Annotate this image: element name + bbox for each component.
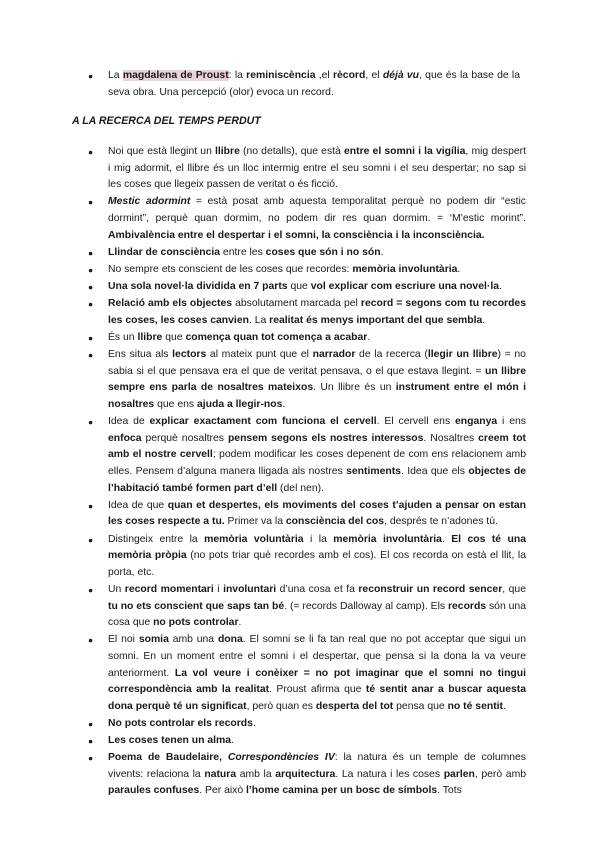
list-item	[108, 582, 526, 632]
text-run: Relació amb els objectes	[108, 298, 233, 310]
text-run: records	[447, 600, 487, 612]
list-item	[108, 194, 526, 244]
text-run: amb una	[168, 634, 218, 646]
text-run: consciència del cos	[285, 516, 385, 528]
text-run: .	[503, 700, 506, 712]
text-run: de la recerca (	[355, 349, 428, 361]
text-run: llibre	[215, 146, 240, 157]
text-run: instrument entre el món i nosaltres	[108, 382, 526, 411]
text-run: perquè nosaltres	[141, 432, 228, 444]
text-run: El noi	[108, 634, 139, 646]
text-run: .	[498, 281, 502, 293]
text-run: coses que són i no són	[265, 246, 381, 258]
text-run: .	[252, 717, 256, 729]
text-run: tu no ets conscient que saps tan bé	[108, 600, 285, 612]
text-run: quan et despertes, els moviments del coses t’ajuden a pensar on estan les coses respecte a tu.	[108, 499, 526, 528]
text-run: , el	[365, 70, 383, 81]
text-run: que	[287, 281, 311, 293]
text-run: .	[238, 617, 242, 629]
text-run: vol explicar com escriure una novel·la	[310, 281, 499, 293]
text-run: Un	[108, 583, 125, 595]
text-run: llibre	[137, 332, 163, 344]
text-run: lectors	[172, 349, 207, 361]
text-run: ; podem modificar les coses depenent de com ens relacionem amb elles. Pensem d’alguna manera lligada als nostres	[108, 449, 526, 478]
text-run: arquitectura	[275, 768, 336, 780]
text-run: = està posat amb aquesta temporalitat perquè no podem dir “estic dormint”, perquè quan dormim, no podem dir res quan dormim. = ‘M’estic morint”.	[108, 196, 526, 224]
text-run: . La natura i les coses	[335, 768, 444, 780]
text-run: Correspondències IV	[227, 752, 335, 764]
highlighted-text: magdalena de Proust	[122, 70, 229, 81]
text-run: parlen	[443, 768, 475, 780]
text-run: llegir un llibre	[427, 349, 498, 361]
text-run: paraules confuses	[108, 785, 200, 797]
text-run: . Proust afirma que	[269, 684, 366, 696]
text-run: l’home camina per un bosc de símbols	[246, 785, 438, 797]
text-run: entre el somni i la vigília	[343, 146, 466, 157]
text-run: Primer va la	[224, 516, 286, 528]
text-run: . Idea que els	[400, 466, 469, 478]
text-run: pensem segons els nostres interessos	[227, 432, 424, 444]
text-run: comença quan tot comença a acabar	[185, 332, 368, 344]
list-item	[108, 347, 526, 413]
text-run: i la	[303, 533, 334, 545]
list-item	[108, 750, 526, 800]
text-run: (no detalls), que està	[239, 146, 344, 157]
text-run: La vol veure i conèixer = no pot imaginar que el somni no tingui correspondència amb la realitat	[108, 667, 526, 696]
text-run: .	[282, 399, 286, 411]
list-item	[108, 245, 526, 262]
bullet-list	[108, 144, 526, 801]
text-run: al mateix punt que el	[206, 349, 313, 361]
text-run: .	[380, 246, 384, 258]
text-run: enfoca	[108, 432, 142, 444]
list-item	[108, 716, 526, 733]
section-heading: A LA RECERCA DEL TEMPS PERDUT	[72, 115, 261, 127]
text-run: . El cervell ens	[376, 416, 456, 428]
text-run: .	[482, 314, 486, 326]
text-run: Noi que està llegint un	[108, 146, 216, 157]
text-run: reminiscència	[246, 70, 316, 81]
text-run: La	[108, 70, 123, 81]
text-run: , que	[502, 583, 526, 595]
text-run: Idea de que	[108, 499, 168, 511]
text-run: memòria voluntària	[204, 533, 304, 545]
text-run: No sempre ets conscient de les coses que recordes:	[108, 263, 353, 275]
text-run: . La	[248, 314, 270, 326]
text-run: dona	[217, 634, 243, 646]
text-run: Poema de Baudelaire,	[108, 752, 228, 764]
list-item	[108, 144, 526, 194]
text-run: . Per això	[199, 785, 247, 797]
text-run: .	[457, 263, 461, 275]
text-run: . Tots	[437, 785, 462, 797]
text-run: desperta del tot	[315, 700, 394, 712]
text-run: entre les	[220, 246, 266, 258]
list-item	[108, 532, 526, 582]
list-item	[108, 632, 526, 715]
text-run: Llindar de consciència	[108, 246, 221, 258]
text-run: natura	[204, 768, 237, 780]
text-run: record momentari	[124, 583, 214, 595]
text-run: i	[213, 583, 224, 595]
text-run: d’una cosa et fa	[276, 583, 359, 595]
text-run: Ens situa als	[108, 349, 173, 361]
text-run: : la natura és un temple de columnes vivents: relaciona la	[108, 752, 527, 780]
list-item	[108, 498, 526, 531]
text-run: . Un llibre és un	[313, 382, 396, 394]
text-run: ajuda a llegir-nos	[196, 399, 283, 411]
text-run: involuntari	[223, 583, 277, 595]
text-run: : la	[228, 70, 247, 81]
list-item	[108, 262, 526, 279]
text-run: un llibre sempre ens parla de nosaltres mateixos	[108, 365, 526, 394]
text-run: (no pots triar què recordes amb el cos). El cos recorda on està el llit, la porta, etc.	[108, 550, 527, 578]
text-run: explicar exactament com funciona el cervell	[149, 416, 377, 428]
text-run: .	[231, 735, 234, 747]
text-run: ,el	[315, 70, 333, 81]
list-item	[108, 296, 526, 329]
list-item	[108, 68, 520, 101]
text-run: enganya	[455, 416, 498, 428]
text-run: no té sentit	[447, 700, 503, 712]
text-run: . (= records Dalloway al camp). Els	[284, 600, 448, 612]
text-run: reconstruir un record sencer	[358, 583, 503, 595]
text-run: Ambivalència entre el despertar i el somni, la consciència i la inconsciència.	[108, 229, 485, 241]
intro-list	[108, 68, 520, 101]
text-run: no pots controlar	[153, 617, 239, 629]
text-run: Mestic adormint	[108, 196, 191, 208]
text-run: És un	[108, 332, 138, 344]
text-run: .	[367, 332, 371, 344]
text-run: i ens	[497, 416, 526, 428]
text-run: somia	[138, 634, 169, 646]
text-run: objectes de l’habitació també formen part d’ell	[108, 466, 526, 494]
text-run: . El somni se li fa tan real que no pot acceptar que sigui un somni. En un moment entre el somni i el despertar, que pensa si la dona la va veure anteriorment.	[108, 634, 526, 679]
text-run: són una cosa que	[108, 600, 526, 629]
text-run: , que és la base de la seva obra. Una percepció (olor) evoca un record.	[108, 70, 521, 98]
text-run: memòria involuntària	[333, 533, 442, 545]
text-run: Distingeix entre la	[108, 533, 205, 545]
text-run: , però quan es	[246, 700, 316, 712]
text-run: amb la	[236, 768, 276, 780]
text-run: , però amb	[474, 768, 527, 780]
list-item	[108, 733, 526, 750]
list-item	[108, 279, 526, 296]
text-run: memòria involuntària	[352, 263, 458, 275]
text-run: , mig despert i mig adormit, el llibre és un lloc intermig entre el seu somni i el seu despertar; no sap si les coses que llegeix passen de veritat o és ficció.	[108, 146, 526, 191]
text-run: El cos té una memòria pròpia	[108, 533, 526, 562]
text-run: absolutament marcada pel	[232, 298, 361, 310]
text-run: sentiments	[346, 466, 401, 478]
text-run: realitat és menys important del que sembla	[269, 314, 483, 326]
text-run: déjà vu	[382, 70, 420, 81]
text-run: que ens	[154, 399, 197, 411]
text-run: .	[441, 533, 452, 545]
list-item	[108, 414, 526, 497]
text-run: que	[162, 332, 186, 344]
text-run: . Nosaltres	[423, 432, 479, 444]
text-run: (del nen).	[277, 482, 324, 494]
text-run: record = segons com tu recordes les coses, les coses canvien	[108, 298, 526, 326]
text-run: Una sola novel·la dividida en 7 parts	[108, 281, 288, 293]
text-run: rècord	[332, 70, 366, 81]
text-run: té sentit anar a buscar aquesta dona perquè té un significat	[108, 684, 526, 712]
text-run: pensa que	[393, 700, 448, 712]
text-run: Les coses tenen un alma	[108, 735, 232, 747]
text-run: No pots controlar els records	[108, 717, 253, 729]
text-run: narrador	[312, 349, 356, 361]
text-run: ) = no sabia si el que pensava era el que de veritat pensava, o el que estava llegint. =	[108, 349, 526, 377]
text-run: creem tot amb el nostre cervell	[108, 432, 526, 461]
text-run: Idea de	[108, 416, 150, 428]
text-run: , després te n’adones tú.	[384, 516, 498, 528]
list-item	[108, 330, 526, 347]
